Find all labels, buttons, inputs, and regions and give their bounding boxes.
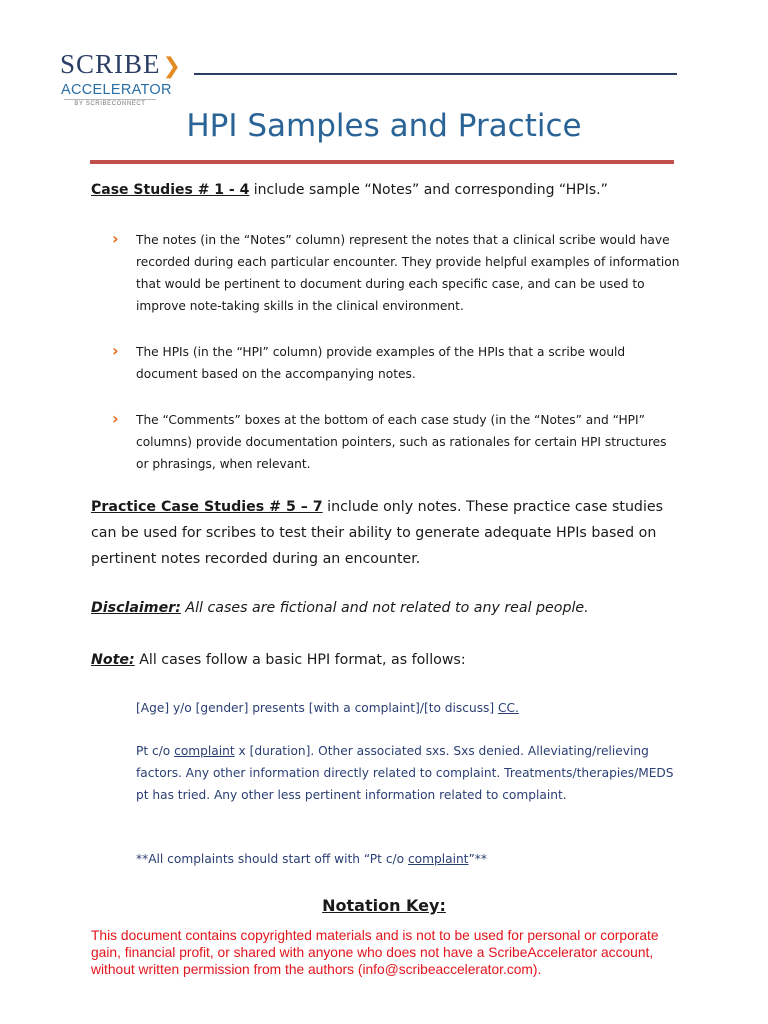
format-complaint: complaint	[407, 852, 469, 866]
bullet-item	[110, 341, 680, 385]
practice-paragraph	[91, 494, 691, 572]
logo-subtitle: BY SCRIBECONNECT	[64, 99, 156, 107]
logo-scribe-text: SCRIBE	[60, 49, 161, 79]
title-divider	[90, 160, 674, 164]
disclaimer-paragraph	[91, 595, 691, 621]
page-title: HPI Samples and Practice	[186, 108, 582, 144]
format-line-2	[136, 740, 681, 806]
notation-key-heading: Notation Key:	[322, 896, 446, 915]
format-text: **All complaints should start off with “Pt c/o	[136, 852, 408, 866]
practice-lead: Practice Case Studies # 5 – 7	[91, 499, 323, 515]
logo-accelerator-text: ACCELERATOR	[61, 82, 172, 98]
bullet-text: The notes (in the “Notes” column) represent the notes that a clinical scribe would have recorded during each particular encounter. They provide helpful examples of information that would be pertinent to document during each specific case, and can be used to improve note-taking skills in the clinical environment.	[136, 233, 680, 313]
intro-paragraph	[91, 182, 691, 198]
note-label: Note:	[91, 652, 135, 668]
format-line-3	[136, 848, 681, 870]
format-text: Pt c/o	[136, 744, 175, 758]
practice-text: include only notes. These practice case studies can be used for scribes to test their ability to generate adequate HPIs based on pertinent notes recorded during an encounter.	[91, 499, 664, 567]
copyright-notice: This document contains copyrighted materials and is not to be used for personal or corporate gain, financial profit, or shared with anyone who does not have a ScribeAccelerator account, without written permission from the authors (info@scribeaccelerator.com).	[91, 928, 659, 977]
bullet-item	[110, 409, 680, 475]
format-cc: CC.	[498, 701, 519, 715]
intro-text: include sample “Notes” and corresponding “HPIs.”	[249, 182, 608, 198]
chevron-right-icon: ›	[112, 229, 119, 248]
chevron-right-icon: ›	[112, 409, 119, 428]
bullet-list	[110, 229, 680, 499]
format-text: [Age] y/o [gender] presents [with a complaint]/[to discuss]	[136, 701, 499, 715]
format-line-1	[136, 697, 681, 719]
chevron-right-icon: ›	[112, 341, 119, 360]
intro-lead: Case Studies # 1 - 4	[91, 182, 250, 198]
header-divider	[194, 73, 677, 75]
format-text: x [duration]. Other associated sxs. Sxs denied. Alleviating/relieving factors. Any other information directly related to complaint. Treatments/therapies/MEDS pt has tried. Any other less pertinent information related to complaint.	[136, 744, 674, 802]
logo-chevron-icon: ❯	[162, 54, 182, 79]
scribe-accelerator-logo	[60, 50, 184, 107]
format-complaint: complaint	[174, 744, 235, 758]
bullet-text: The HPIs (in the “HPI” column) provide examples of the HPIs that a scribe would document based on the accompanying notes.	[136, 345, 626, 381]
format-text: ”**	[468, 852, 487, 866]
note-text: All cases follow a basic HPI format, as follows:	[134, 652, 466, 668]
note-paragraph	[91, 647, 691, 673]
disclaimer-label: Disclaimer:	[91, 600, 181, 616]
bullet-item	[110, 229, 680, 317]
disclaimer-text: All cases are fictional and not related to any real people.	[180, 600, 589, 616]
bullet-text: The “Comments” boxes at the bottom of each case study (in the “Notes” and “HPI” columns) provide documentation pointers, such as rationales for certain HPI structures or phrasings, when relevant.	[136, 413, 667, 471]
